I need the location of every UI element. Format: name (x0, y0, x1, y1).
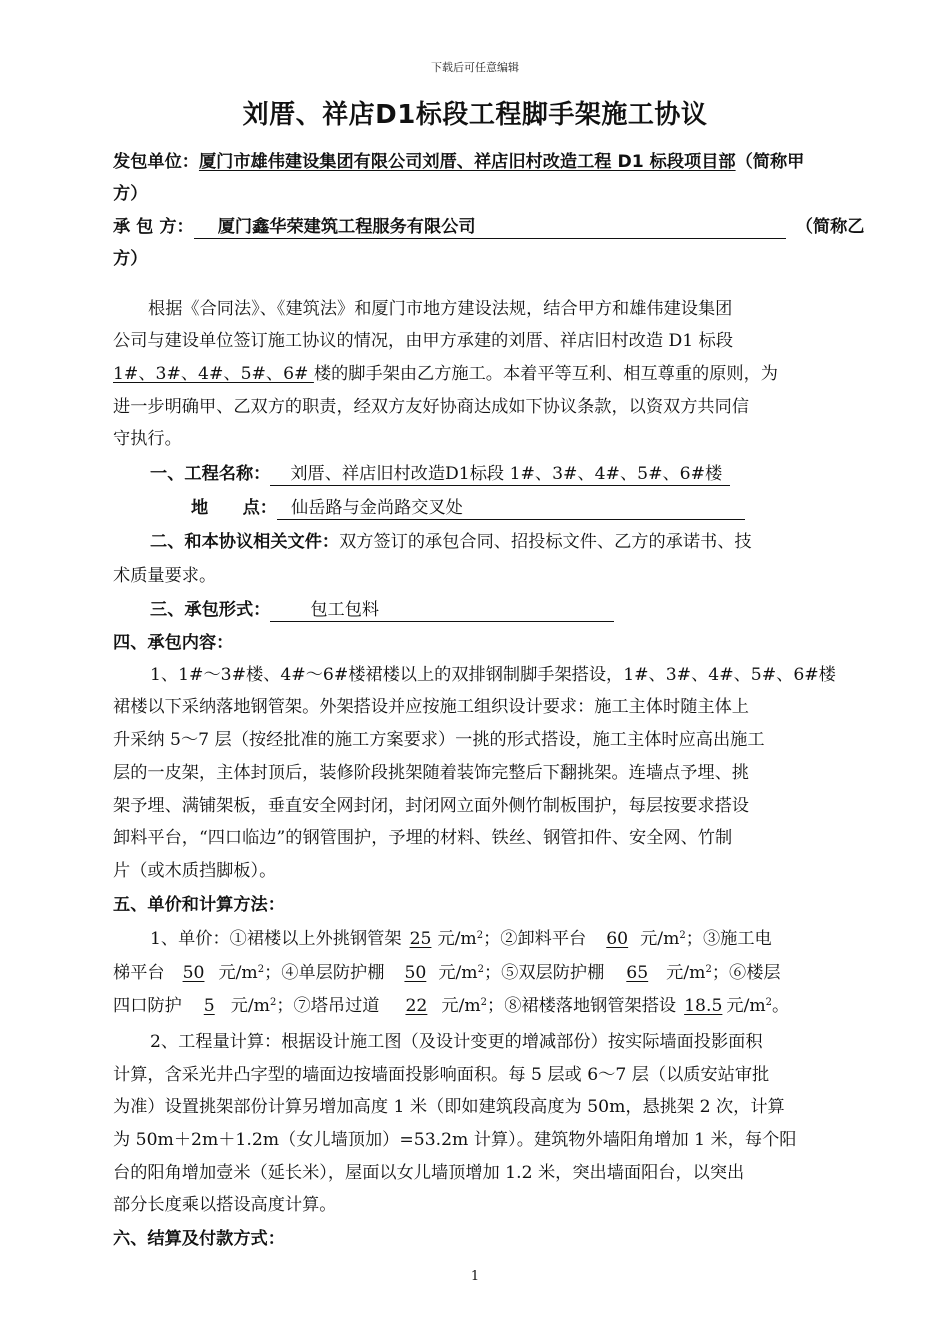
calc-line-1: 2、工程量计算：根据设计施工图（及设计变更的增减部份）按实际墙面投影面积 (150, 1032, 763, 1052)
price-line-1 (150, 924, 772, 949)
unit-sq: 2 (476, 930, 484, 941)
unit: 元/m (437, 929, 477, 949)
scope-line-5: 架予埋、满铺架板，垂直安全网封闭，封闭网立面外侧竹制板围护，每层按要求搭设 (113, 796, 749, 816)
scope-line-2: 裙楼以下采纳落地钢管架。外架搭设并应按施工组织设计要求：施工主体时随主体上 (113, 697, 749, 717)
unit: 元/m (666, 963, 706, 983)
unit: 元/m (218, 963, 258, 983)
unit: 元/m (640, 929, 680, 949)
unit-sq: 2 (705, 964, 712, 975)
party-a-line (113, 147, 804, 172)
section-4-label: 四、承包内容： (113, 633, 234, 653)
price-4-label: ；④单层防护棚 (264, 963, 385, 983)
section-2-text-2: 术质量要求。 (113, 566, 217, 586)
price-3-label-cont: 梯平台 (113, 963, 165, 983)
section-1-label: 一、工程名称： (150, 464, 271, 484)
party-a-suffix-2: 方） (113, 184, 148, 204)
section-2-label: 二、和本协议相关文件： (150, 532, 340, 552)
price-2-value: 60 (606, 929, 629, 949)
unit-sq: 2 (679, 930, 686, 941)
price-end: 。 (772, 996, 790, 1016)
section-6-label: 六、结算及付款方式： (113, 1229, 285, 1249)
header-note: 下载后可任意编辑 (431, 61, 519, 74)
location-label: 地 点： (191, 498, 277, 518)
calc-line-5: 台的阳角增加壹米（延长米），屋面以女儿墙顶增加 1.2 米，突出墙面阳台，以突出 (113, 1163, 745, 1183)
page-number: 1 (470, 1269, 480, 1284)
unit-sq: 2 (765, 997, 773, 1008)
location-line (191, 493, 745, 520)
scope-line-6: 卸料平台，“四口临边”的钢管围护，予埋的材料、铁丝、钢管扣件、安全网、竹制 (113, 828, 733, 848)
section-2-line (150, 527, 752, 552)
party-a-name: 厦门市雄伟建设集团有限公司刘厝、祥店旧村改造工程 D1 标段项目部 (198, 152, 736, 172)
party-b-suffix: （简称乙 (795, 217, 865, 237)
project-name-value: 刘厝、祥店旧村改造D1标段 1#、3#、4#、5#、6#楼 (270, 463, 730, 486)
calc-line-4: 为 50m＋2m＋1.2m（女儿墙顶加）=53.2m 计算）。建筑物外墙阳角增加 1 米，每个阳 (113, 1130, 797, 1150)
price-1-label: 1、单价：①裙楼以上外挑钢管架 (150, 929, 402, 949)
price-4-value: 50 (404, 963, 427, 983)
party-a-label: 发包单位： (113, 152, 199, 172)
unit-sq: 2 (257, 964, 265, 975)
party-b-suffix-2: 方） (113, 249, 148, 269)
scope-line-1: 1、1#～3#楼、4#～6#楼裙楼以上的双排钢制脚手架搭设，1#、3#、4#、5#、6#楼 (150, 665, 836, 685)
price-6-value: 5 (203, 996, 215, 1016)
unit-sq: 2 (477, 964, 484, 975)
price-3-label: ；③施工电 (685, 929, 772, 949)
price-8-label: ；⑧裙楼落地钢管架搭设 (487, 996, 677, 1016)
section-5-label: 五、单价和计算方法： (113, 895, 285, 915)
unit: 元/m (438, 963, 478, 983)
intro-line-3-text: 楼的脚手架由乙方施工。本着平等互利、相互尊重的原则，为 (313, 364, 778, 384)
price-5-label: ；⑤双层防护棚 (483, 963, 605, 983)
price-line-3 (113, 991, 789, 1016)
party-a-suffix: （简称甲 (735, 152, 805, 172)
price-5-value: 65 (626, 963, 649, 983)
unit: 元/m (441, 996, 481, 1016)
intro-line-3 (113, 359, 778, 384)
price-7-value: 22 (405, 996, 428, 1016)
contract-form-value: 包工包料 (270, 599, 614, 622)
price-6-label-cont: 四口防护 (113, 996, 182, 1016)
unit-sq: 2 (269, 997, 277, 1008)
intro-line-5: 守执行。 (113, 429, 182, 449)
section-2-text: 双方签订的承包合同、招投标文件、乙方的承诺书、技 (339, 532, 752, 552)
scope-line-3: 升采纳 5～7 层（按经批准的施工方案要求）一挑的形式搭设，施工主体时应高出施工 (113, 730, 765, 750)
price-8-value: 18.5 (684, 996, 723, 1016)
party-b-name: 厦门鑫华荣建筑工程服务有限公司 (194, 216, 786, 239)
calc-line-3: 为准）设置挑架部份计算另增加高度 1 米（即如建筑段高度为 50m，悬挑架 2 次，计算 (113, 1097, 785, 1117)
scope-line-4: 层的一皮架，主体封顶后，装修阶段挑架随着装饰完整后下翻挑架。连墙点予埋、挑 (113, 763, 749, 783)
price-2-label: ；②卸料平台 (483, 929, 587, 949)
section-1-line (150, 459, 730, 486)
unit: 元/m (230, 996, 270, 1016)
price-7-label: ；⑦塔吊过道 (276, 996, 380, 1016)
location-value: 仙岳路与金尚路交叉处 (277, 497, 745, 520)
scope-line-7: 片（或木质挡脚板）。 (113, 861, 277, 881)
intro-line-1: 根据《合同法》、《建筑法》和厦门市地方建设法规，结合甲方和雄伟建设集团 (148, 299, 733, 319)
price-6-label: ；⑥楼层 (711, 963, 781, 983)
intro-buildings: 1#、3#、4#、5#、6# (113, 364, 314, 384)
unit-sq: 2 (480, 997, 488, 1008)
price-line-2 (113, 958, 781, 983)
calc-line-2: 计算，含采光井凸字型的墙面边按墙面投影响面积。每 5 层或 6～7 层（以质安站审批 (113, 1065, 770, 1085)
party-b-label: 承 包 方： (113, 217, 194, 237)
unit: 元/m (726, 996, 766, 1016)
price-3-value: 50 (182, 963, 205, 983)
section-3-label: 三、承包形式： (150, 600, 271, 620)
calc-line-6: 部分长度乘以搭设高度计算。 (113, 1195, 337, 1215)
intro-line-2: 公司与建设单位签订施工协议的情况，由甲方承建的刘厝、祥店旧村改造 D1 标段 (113, 331, 734, 351)
page-title: 刘厝、祥店D1标段工程脚手架施工协议 (242, 100, 708, 130)
price-1-value: 25 (409, 929, 432, 949)
section-3-line (150, 595, 614, 622)
party-b-line (113, 212, 864, 239)
intro-line-4: 进一步明确甲、乙双方的职责，经双方友好协商达成如下协议条款，以资双方共同信 (113, 397, 749, 417)
